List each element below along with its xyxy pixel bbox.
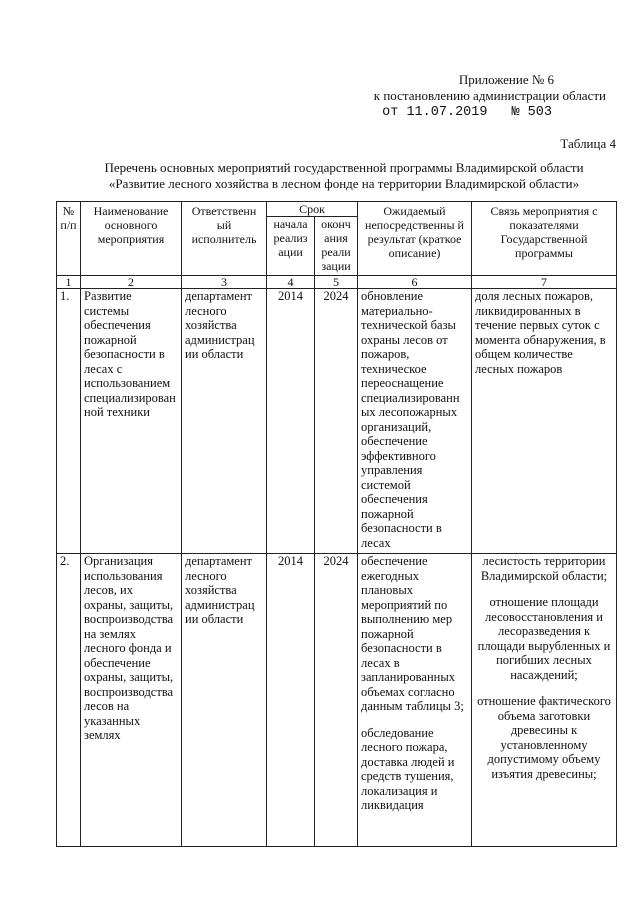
col-index-2: 2 xyxy=(81,276,182,289)
header-result: Ожидаемый непосредственны й результат (краткое описание) xyxy=(358,202,472,276)
table-row xyxy=(57,554,617,847)
header-term: Срок xyxy=(267,202,358,217)
row-1-responsible: департамент лесного хозяйства администрац ии области xyxy=(182,289,267,554)
row-1-result: обновление материально-технической базы охраны лесов от пожаров, техническое переоснащение специализированн ых лесопожарных организаций, обеспечение эффективного управления системой обеспечения пожарной безопасности в лесах xyxy=(358,289,472,554)
column-index-row xyxy=(57,276,617,289)
annex-date-number xyxy=(352,105,614,121)
row-1-num: 1. xyxy=(57,289,81,554)
col-index-7: 7 xyxy=(472,276,617,289)
document-title xyxy=(88,160,600,192)
header-end: оконч ания реали зации xyxy=(315,217,358,276)
row-2-name: Организация использования лесов, их охраны, защиты, воспроизводства на землях лесного фонда и обеспечение охраны, защиты, воспроизводства лесов на указанных землях xyxy=(81,554,182,847)
row-2-result xyxy=(358,554,472,847)
annex-header xyxy=(352,72,614,121)
annex-subtitle: к постановлению администрации области xyxy=(373,88,606,103)
annex-date: от 11.07.2019 xyxy=(382,105,488,120)
activities-table xyxy=(56,201,617,847)
row-2-result-part-2: обследование лесного пожара, доставка людей и средств тушения, локализация и ликвидация xyxy=(361,725,455,812)
table-label: Таблица 4 xyxy=(560,136,616,151)
row-1-name: Развитие системы обеспечения пожарной безопасности в лесах с использованием специализирован ной техники xyxy=(81,289,182,554)
row-2-result-part-1: обеспечение ежегодных плановых мероприятий по выполнению мер пожарной безопасности в лесах в запланированных объемах согласно данным таблицы 3; xyxy=(361,554,464,713)
annex-title: Приложение № 6 xyxy=(458,72,554,87)
header-responsible: Ответственн ый исполнитель xyxy=(182,202,267,276)
row-2-responsible: департамент лесного хозяйства администрац ии области xyxy=(182,554,267,847)
title-line-1: Перечень основных мероприятий государственной программы Владимирской области xyxy=(104,160,584,175)
header-start: начала реализ ации xyxy=(267,217,315,276)
row-2-num: 2. xyxy=(57,554,81,847)
col-index-6: 6 xyxy=(358,276,472,289)
table-header-row xyxy=(57,202,617,217)
col-index-1: 1 xyxy=(57,276,81,289)
row-2-link-part-1: лесистость территории Владимирской области; xyxy=(480,554,608,583)
header-link: Связь мероприятия с показателями Государственной программы xyxy=(472,202,617,276)
col-index-5: 5 xyxy=(315,276,358,289)
header-num: № п/п xyxy=(57,202,81,276)
row-1-end: 2024 xyxy=(315,289,358,554)
row-2-link xyxy=(472,554,617,847)
col-index-4: 4 xyxy=(267,276,315,289)
header-name: Наименование основного мероприятия xyxy=(81,202,182,276)
col-index-3: 3 xyxy=(182,276,267,289)
row-1-start: 2014 xyxy=(267,289,315,554)
title-line-2: «Развитие лесного хозяйства в лесном фонде на территории Владимирской области» xyxy=(108,176,580,191)
row-2-end: 2024 xyxy=(315,554,358,847)
row-1-link: доля лесных пожаров, ликвидированных в течение первых суток с момента обнаружения, в общем количестве лесных пожаров xyxy=(472,289,617,554)
annex-number: № 503 xyxy=(511,105,552,120)
row-2-start: 2014 xyxy=(267,554,315,847)
row-2-link-part-3: отношение фактического объема заготовки древесины к установленному допустимому объему изъятия древесины; xyxy=(477,694,611,781)
row-2-link-part-2: отношение площади лесовосстановления и лесоразведения к площади вырубленных и погибших лесных насаждений; xyxy=(477,595,611,682)
table-row xyxy=(57,289,617,554)
